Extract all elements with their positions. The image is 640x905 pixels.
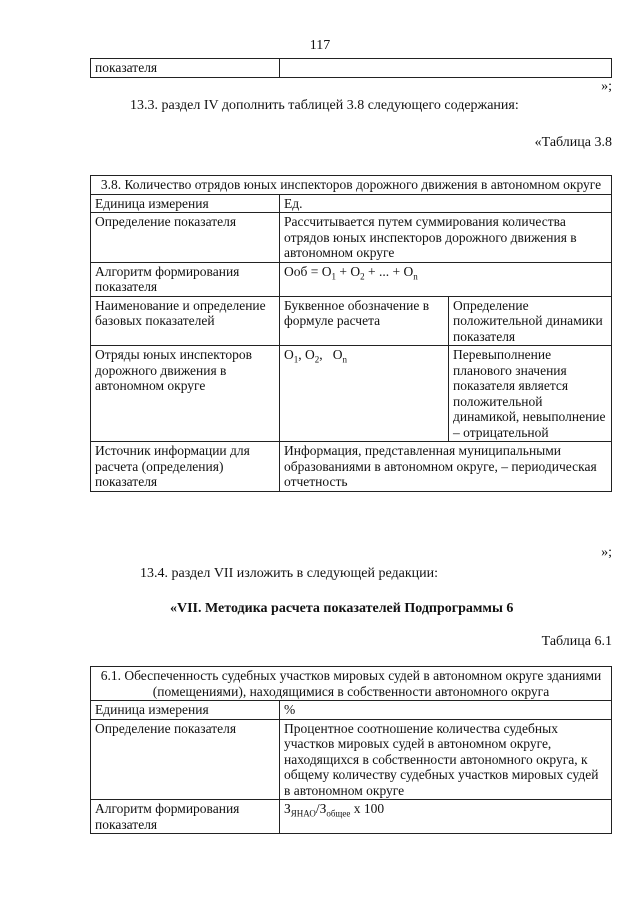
- source-value: Информация, представленная муниципальными образованиями в автономном округе, – периодическая отчетность: [280, 442, 612, 492]
- page-number: 117: [309, 38, 331, 53]
- table-header: 3.8. Количество отрядов юных инспекторов дорожного движения в автономном округе: [91, 176, 612, 195]
- table-cell: [280, 59, 612, 78]
- formula: $З_{ЯНАО}/З_{общее}$ х 100: [280, 800, 612, 834]
- base-indicators-label: Наименование и определение базовых показателей: [91, 296, 280, 346]
- closing-quote-2: »;: [601, 545, 612, 560]
- paragraph-13-4: 13.4. раздел VII изложить в следующей редакции:: [140, 566, 439, 581]
- table-3-8: [90, 175, 612, 492]
- algorithm-label: Алгоритм формирования показателя: [91, 800, 280, 834]
- formula: Ооб = $O_1 + O_2$ + ... + $O_n$: [280, 262, 612, 296]
- row-symbols: $O_1$, $O_2$, $O_n$: [280, 346, 449, 442]
- table-3-8-label: «Таблица 3.8: [534, 135, 612, 150]
- unit-value: Ед.: [280, 194, 612, 213]
- row-label: Отряды юных инспекторов дорожного движения в автономном округе: [91, 346, 280, 442]
- definition-label: Определение показателя: [91, 719, 280, 800]
- definition-label: Определение показателя: [91, 213, 280, 263]
- table-header: 6.1. Обеспеченность судебных участков мировых судей в автономном округе зданиями (помещениями), находящимися в собственности автономного округа: [91, 667, 612, 701]
- previous-table-fragment: [90, 58, 612, 78]
- unit-label: Единица измерения: [91, 701, 280, 720]
- section-title: «VII. Методика расчета показателей Подпрограммы 6: [170, 601, 514, 616]
- unit-value: %: [280, 701, 612, 720]
- row-dynamics: Перевыполнение планового значения показателя является положительной динамикой, невыполнение – отрицательной: [449, 346, 612, 442]
- definition-value: Процентное соотношение количества судебных участков мировых судей в автономном округе, находящихся в собственности автономного округа, к общему количеству судебных участков мировых судей в автономном округе: [280, 719, 612, 800]
- table-6-1-label: Таблица 6.1: [541, 634, 612, 649]
- definition-value: Рассчитывается путем суммирования количества отрядов юных инспекторов дорожного движения в автономном округе: [280, 213, 612, 263]
- algorithm-label: Алгоритм формирования показателя: [91, 262, 280, 296]
- letter-designation-label: Буквенное обозначение в формуле расчета: [280, 296, 449, 346]
- closing-quote-1: »;: [601, 79, 612, 94]
- table-6-1: [90, 666, 612, 834]
- source-label: Источник информации для расчета (определения) показателя: [91, 442, 280, 492]
- unit-label: Единица измерения: [91, 194, 280, 213]
- table-cell: показателя: [91, 59, 280, 78]
- dynamics-label: Определение положительной динамики показателя: [449, 296, 612, 346]
- paragraph-13-3: 13.3. раздел IV дополнить таблицей 3.8 следующего содержания:: [130, 98, 519, 113]
